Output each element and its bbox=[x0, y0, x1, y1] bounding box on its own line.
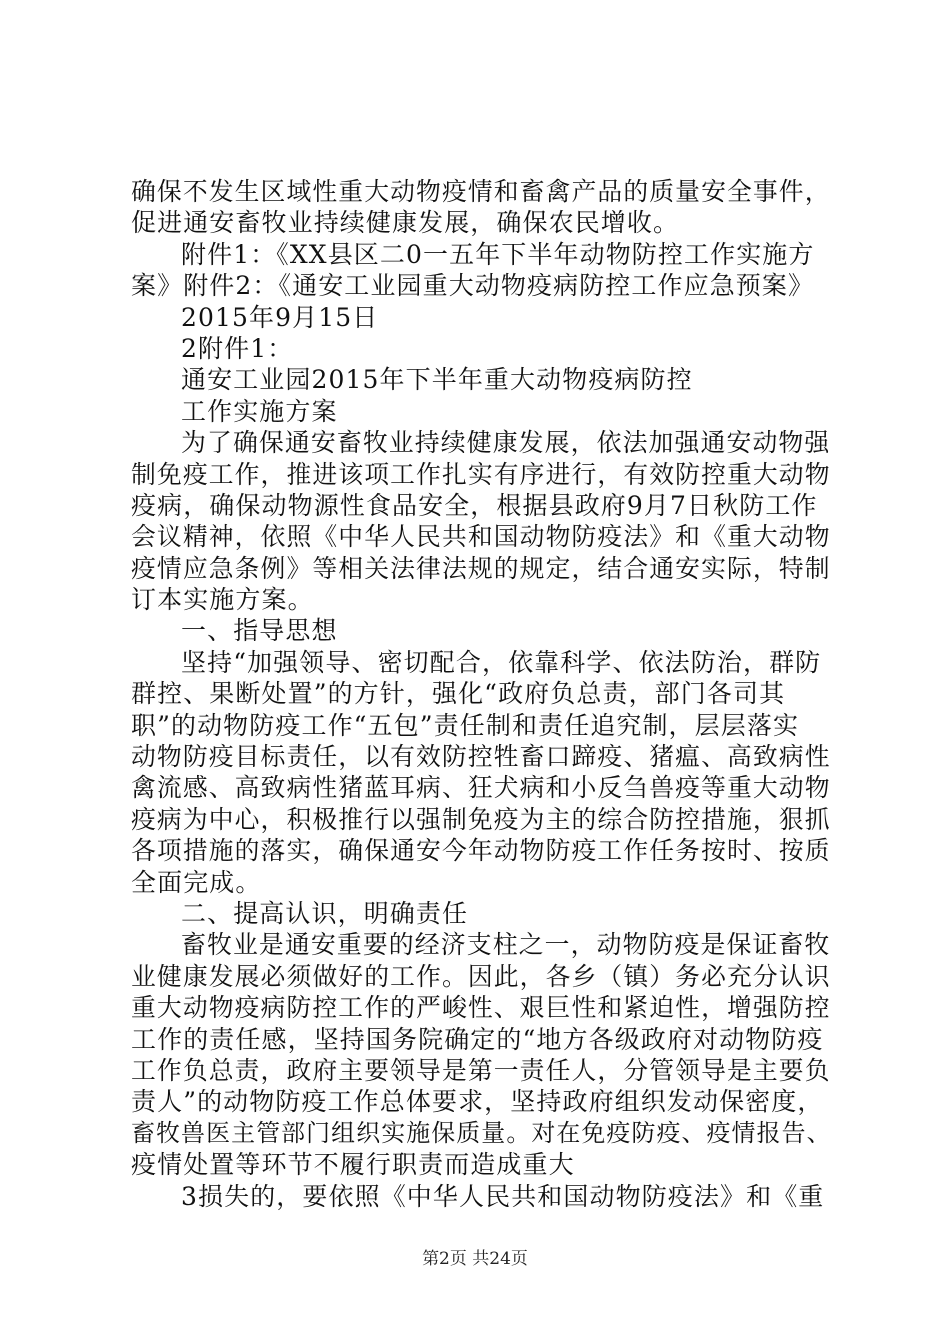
text-line: 制免疫工作，推进该项工作扎实有序进行，有效防控重大动物 bbox=[131, 459, 831, 489]
text-line: 动物防疫目标责任，以有效防控牲畜口蹄疫、猪瘟、高致病性 bbox=[131, 742, 831, 772]
text-line: 2附件1： bbox=[181, 333, 294, 363]
text-line: 各项措施的落实，确保通安今年动物防疫工作任务按时、按质 bbox=[131, 836, 831, 866]
text-line: 2015年9月15日 bbox=[181, 302, 379, 332]
text-line: 附件1：《XX县区二0一五年下半年动物防控工作实施方 bbox=[181, 239, 815, 269]
text-line: 工作实施方案 bbox=[181, 396, 338, 426]
text-line: 3损失的，要依照《中华人民共和国动物防疫法》和《重 bbox=[181, 1181, 825, 1211]
text-line: 通安工业园2015年下半年重大动物疫病防控 bbox=[181, 365, 693, 395]
text-line: 职”的动物防疫工作“五包”责任制和责任追究制，层层落实 bbox=[131, 710, 800, 740]
text-line: 疫病，确保动物源性食品安全，根据县政府9月7日秋防工作 bbox=[131, 490, 818, 520]
text-line: 疫情应急条例》等相关法律法规的规定，结合通安实际，特制 bbox=[131, 553, 831, 583]
text-line: 群控、果断处置”的方针，强化“政府负总责，部门各司其 bbox=[131, 679, 786, 709]
page-footer: 第2页 共24页 bbox=[422, 1249, 528, 1269]
text-line: 业健康发展必须做好的工作。因此，各乡（镇）务必充分认识 bbox=[131, 961, 831, 991]
text-line: 订本实施方案。 bbox=[131, 585, 314, 615]
text-line: 一、指导思想 bbox=[181, 616, 338, 646]
text-line: 坚持“加强领导、密切配合，依靠科学、依法防治，群防 bbox=[181, 647, 822, 677]
text-line: 疫病为中心，积极推行以强制免疫为主的综合防控措施，狠抓 bbox=[131, 804, 831, 834]
text-line: 畜牧兽医主管部门组织实施保质量。对在免疫防疫、疫情报告、 bbox=[131, 1118, 832, 1147]
text-line: 责人”的动物防疫工作总体要求，坚持政府组织发动保密度， bbox=[131, 1087, 824, 1117]
text-line: 二、提高认识，明确责任 bbox=[181, 898, 469, 928]
text-line: 疫情处置等环节不履行职责而造成重大 bbox=[131, 1150, 575, 1180]
text-line: 全面完成。 bbox=[131, 867, 262, 897]
text-line: 案》附件2：《通安工业园重大动物疫病防控工作应急预案》 bbox=[131, 271, 815, 301]
text-line: 禽流感、高致病性猪蓝耳病、狂犬病和小反刍兽疫等重大动物 bbox=[131, 773, 831, 803]
document-body bbox=[131, 176, 831, 1212]
text-line: 确保不发生区域性重大动物疫情和畜禽产品的质量安全事件， bbox=[131, 177, 831, 206]
text-line: 为了确保通安畜牧业持续健康发展，依法加强通安动物强 bbox=[181, 428, 831, 458]
text-line: 会议精神，依照《中华人民共和国动物防疫法》和《重大动物 bbox=[131, 522, 831, 552]
text-line: 工作负总责，政府主要领导是第一责任人，分管领导是主要负 bbox=[131, 1055, 831, 1085]
text-line: 重大动物疫病防控工作的严峻性、艰巨性和紧迫性，增强防控 bbox=[131, 993, 831, 1023]
text-line: 促进通安畜牧业持续健康发展，确保农民增收。 bbox=[131, 208, 680, 238]
text-line: 工作的责任感，坚持国务院确定的“地方各级政府对动物防疫 bbox=[131, 1024, 824, 1054]
text-line: 畜牧业是通安重要的经济支柱之一，动物防疫是保证畜牧 bbox=[181, 930, 831, 960]
